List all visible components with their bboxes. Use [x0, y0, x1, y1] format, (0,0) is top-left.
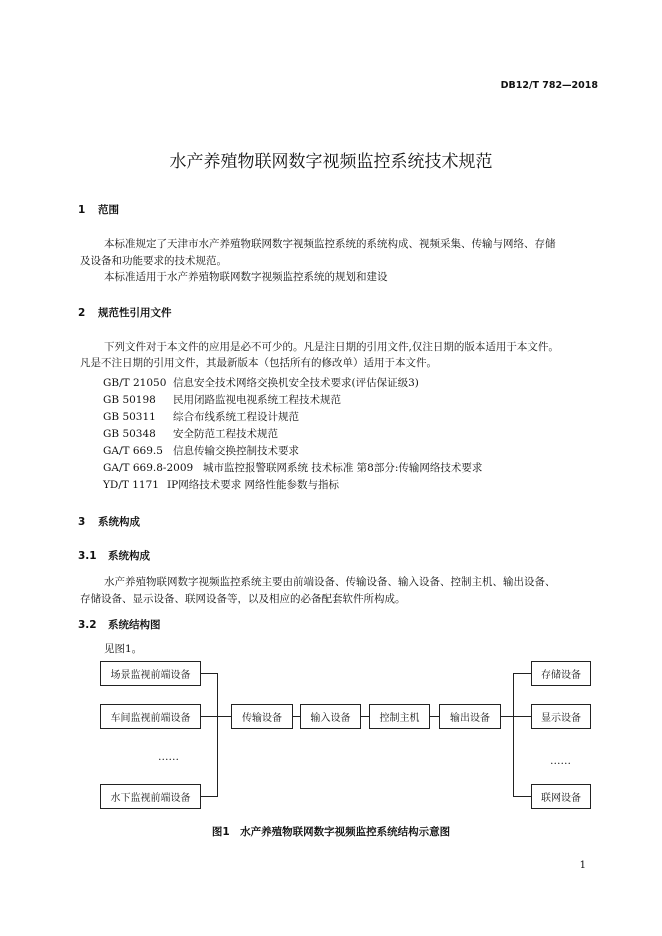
section-title: 规范性引用文件: [98, 307, 172, 319]
transmission-device-box: [231, 704, 293, 729]
box-label: 显示设备: [541, 713, 581, 724]
reference-item: [103, 443, 299, 458]
scene-monitor-front-device-box: [100, 661, 201, 686]
paragraph: 凡是不注日期的引用文件，其最新版本（包括所有的修改单）适用于本文件。: [80, 357, 437, 369]
section-title: 范围: [98, 204, 119, 216]
paragraph: 本标准适用于水产养殖物联网数字视频监控系统的规划和建设: [104, 271, 388, 283]
box-label: 输出设备: [450, 713, 490, 724]
box-label: 联网设备: [541, 793, 581, 804]
connector-line: [501, 716, 531, 717]
reference-title: 民用闭路监视电视系统工程技术规范: [173, 394, 341, 406]
reference-item: [103, 409, 299, 424]
network-device-box: [531, 784, 591, 809]
output-device-box: [439, 704, 501, 729]
storage-device-box: [531, 661, 591, 686]
output-devices-ellipsis: ……: [550, 755, 571, 767]
paragraph: 本标准规定了天津市水产养殖物联网数字视频监控系统的系统构成、视频采集、传输与网络、存储: [104, 238, 556, 250]
reference-title: IP网络技术要求 网络性能参数与指标: [167, 479, 340, 491]
reference-item: [103, 375, 419, 390]
section-number: 1: [78, 204, 86, 216]
connector-line: [200, 673, 217, 674]
paragraph: 水产养殖物联网数字视频监控系统主要由前端设备、传输设备、输入设备、控制主机、输出设备、: [104, 576, 556, 588]
reference-item: [103, 392, 341, 407]
section-number: 3: [78, 516, 86, 528]
connector-line: [200, 716, 231, 717]
reference-item: [103, 426, 278, 441]
input-device-box: [300, 704, 361, 729]
subsection-3-2-heading: [78, 617, 161, 632]
reference-code: GB 50348: [103, 428, 156, 440]
reference-code: GB 50198: [103, 394, 156, 406]
reference-code: GA/T 669.8-2009: [103, 462, 194, 474]
subsection-number: 3.1: [78, 550, 97, 562]
control-host-box: [369, 704, 430, 729]
paragraph: 见图1。: [104, 643, 143, 655]
subsection-title: 系统结构图: [108, 619, 161, 631]
subsection-number: 3.2: [78, 619, 97, 631]
section-2-heading: [78, 305, 172, 320]
underwater-monitor-front-device-box: [100, 784, 201, 809]
box-label: 存储设备: [541, 670, 581, 681]
reference-item: [103, 477, 339, 492]
reference-title: 综合布线系统工程设计规范: [173, 411, 299, 423]
reference-title: 安全防范工程技术规范: [173, 428, 278, 440]
standard-number: DB12/T 782—2018: [500, 80, 598, 91]
box-label: 车间监视前端设备: [110, 713, 191, 724]
section-3-heading: [78, 514, 140, 529]
box-label: 传输设备: [242, 713, 282, 724]
connector-line: [217, 673, 218, 797]
connector-line: [200, 796, 217, 797]
section-title: 系统构成: [98, 516, 140, 528]
paragraph: 下列文件对于本文件的应用是必不可少的。凡是注日期的引用文件,仅注日期的版本适用于本文件。: [104, 341, 559, 353]
section-number: 2: [78, 307, 86, 319]
front-devices-ellipsis: ……: [158, 751, 179, 763]
reference-title: 信息安全技术网络交换机安全技术要求(评估保证级3): [173, 377, 419, 389]
box-label: 输入设备: [310, 713, 351, 724]
connector-line: [430, 716, 439, 717]
reference-title: 城市监控报警联网系统 技术标准 第8部分:传输网络技术要求: [203, 462, 483, 474]
workshop-monitor-front-device-box: [100, 704, 201, 729]
box-label: 水下监视前端设备: [110, 793, 191, 804]
subsection-title: 系统构成: [108, 550, 150, 562]
connector-line: [513, 796, 531, 797]
paragraph: 及设备和功能要求的技术规范。: [80, 255, 227, 267]
box-label: 场景监视前端设备: [110, 670, 191, 681]
reference-code: GA/T 669.5: [103, 445, 163, 457]
subsection-3-1-heading: [78, 548, 150, 563]
document-title: 水产养殖物联网数字视频监控系统技术规范: [169, 152, 493, 172]
paragraph: 存储设备、显示设备、联网设备等，以及相应的必备配套软件所构成。: [80, 593, 406, 605]
connector-line: [513, 673, 514, 797]
figure-caption: 图1 水产养殖物联网数字视频监控系统结构示意图: [211, 826, 451, 838]
connector-line: [513, 673, 531, 674]
reference-code: GB/T 21050: [103, 377, 167, 389]
reference-title: 信息传输交换控制技术要求: [173, 445, 299, 457]
page-number: 1: [579, 860, 586, 871]
section-1-heading: [78, 202, 119, 217]
reference-code: YD/T 1171: [103, 479, 159, 491]
connector-line: [361, 716, 369, 717]
display-device-box: [531, 704, 591, 729]
connector-line: [293, 716, 300, 717]
reference-item: [103, 460, 482, 475]
box-label: 控制主机: [379, 713, 420, 724]
reference-code: GB 50311: [103, 411, 156, 423]
